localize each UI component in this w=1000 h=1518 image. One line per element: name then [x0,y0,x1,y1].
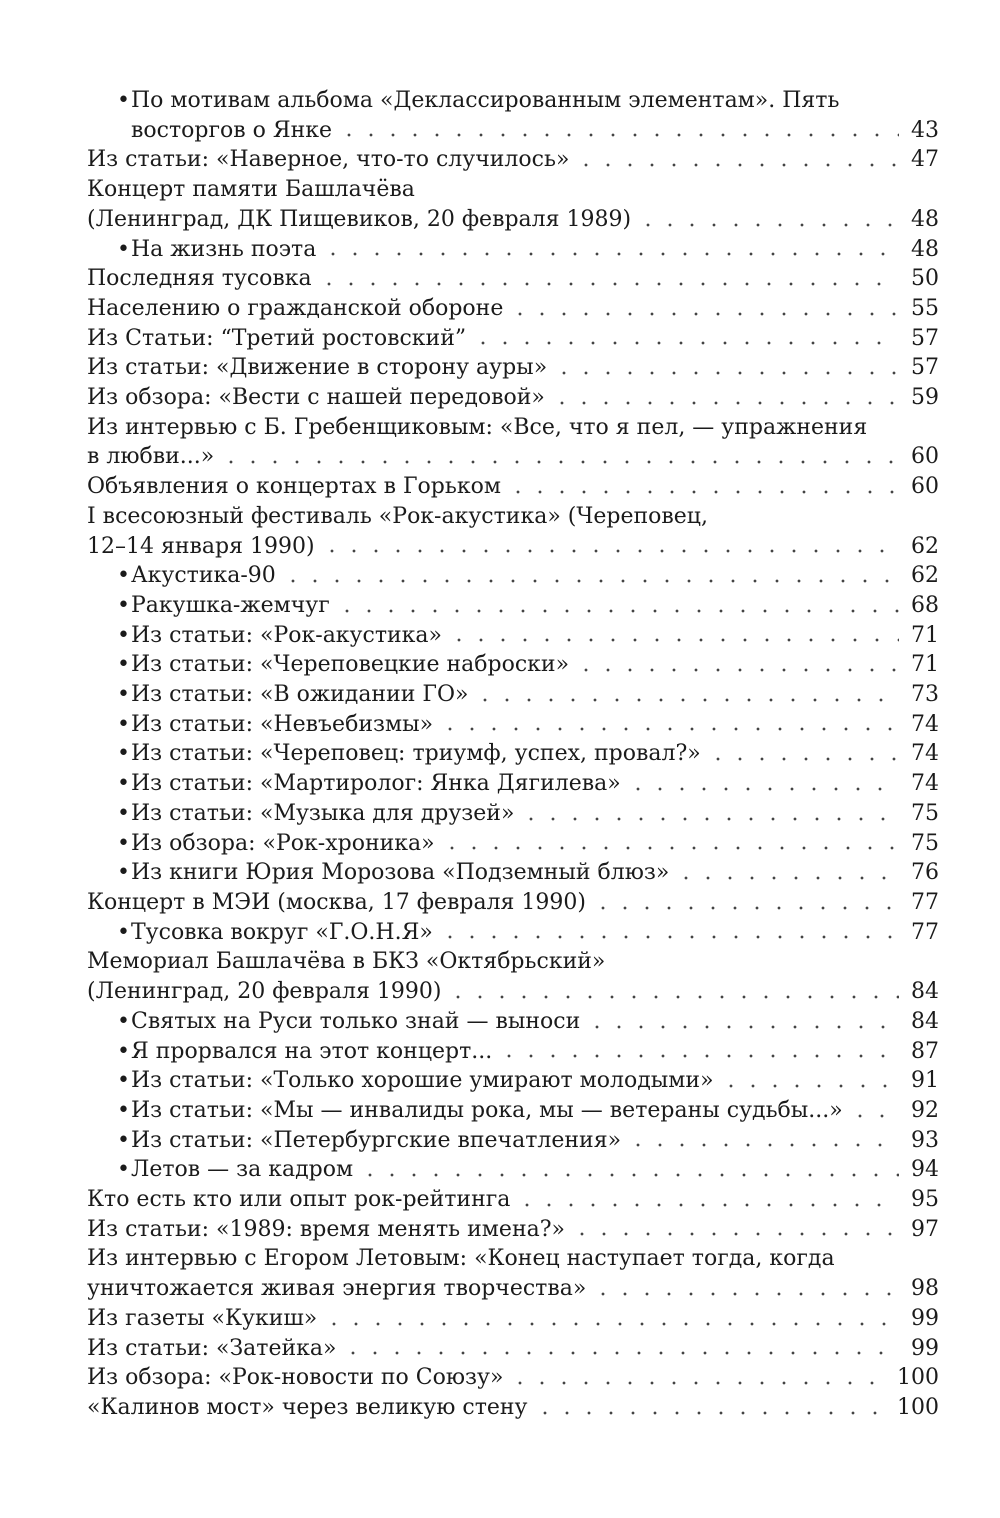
toc-entry-line [117,1007,939,1037]
toc-entry-title: Кто есть кто или опыт рок-рейтинга [87,1187,511,1213]
toc-entry-title: (Ленинград, 20 февраля 1990) [87,979,442,1005]
dot-leader [520,817,899,821]
dot-leader [707,757,899,761]
dot-leader [575,668,899,672]
page-number: 99 [911,1305,939,1331]
toc-entry-title: Из статьи: «Наверное, что-то случилось» [87,147,570,173]
toc-entry-title: На жизнь поэта [131,236,317,262]
toc-entry [87,383,939,413]
toc-entry-line [117,561,939,591]
toc-entry-title: Объявления о концертах в Горьком [87,474,501,500]
toc-entry-line [87,977,939,1007]
dot-leader [627,1143,899,1147]
page-number: 62 [911,533,939,559]
toc-entry-line [87,888,939,918]
page-number: 59 [911,385,939,411]
toc-entry-line [87,324,939,354]
dot-leader [338,133,899,137]
dot-leader [282,579,899,583]
toc-entry-title: Из газеты «Кукиш» [87,1305,318,1331]
bullet-icon: • [117,682,130,708]
bullet-icon: • [117,592,130,618]
toc-entry [87,175,939,234]
toc-entry [87,1096,939,1126]
toc-entry-title: Из статьи: «Затейка» [87,1335,337,1361]
toc-entry-line [117,710,939,740]
toc-entry-line [117,769,939,799]
dot-leader [441,846,899,850]
toc-entry [87,1215,939,1245]
toc-entry-title: уничтожается живая энергия творчества» [87,1276,587,1302]
toc-entry [87,650,939,680]
page-number: 75 [911,800,939,826]
toc-entry [87,710,939,740]
toc-entry-line [87,383,939,413]
dot-leader [516,1203,899,1207]
bullet-icon: • [117,1038,130,1064]
page-number: 99 [911,1335,939,1361]
page-number: 47 [911,147,939,173]
toc-entry [87,86,939,145]
dot-leader [318,282,899,286]
toc-entry-line [87,1304,939,1334]
toc-entry [87,769,939,799]
dot-leader [448,638,899,642]
toc-entry [87,145,939,175]
toc-entry-title: 12–14 января 1990) [87,533,315,559]
toc-entry-line [87,145,939,175]
page-number: 74 [911,711,939,737]
page-number: 71 [911,622,939,648]
toc-entry-title: Из статьи: «Невъебизмы» [131,711,434,737]
dot-leader [571,1232,899,1236]
toc-entry-title: Летов — за кадром [131,1157,354,1183]
dot-leader [627,787,899,791]
toc-entry-line [87,413,939,443]
bullet-icon: • [117,88,130,113]
toc-entry-title: Из статьи: «Мартиролог: Янка Дягилева» [131,771,621,797]
toc-entry-line [117,1096,939,1126]
table-of-contents [87,86,939,1423]
toc-entry-title: Из статьи: «Петербургские впечатления» [131,1127,622,1153]
toc-entry [87,918,939,948]
toc-entry-title: Из обзора: «Рок-хроника» [131,830,435,856]
toc-entry [87,799,939,829]
dot-leader [359,1173,899,1177]
page-number: 60 [911,444,939,470]
dot-leader [220,460,899,464]
page-number: 94 [911,1157,939,1183]
page-number: 68 [911,592,939,618]
toc-entry-title: Из обзора: «Рок-новости по Союзу» [87,1365,504,1391]
dot-leader [321,549,899,553]
page-number: 75 [911,830,939,856]
toc-entry-title: Ракушка-жемчуг [131,592,330,618]
page-number: 84 [911,1008,939,1034]
dot-leader [342,1351,899,1355]
toc-entry-line [87,442,939,472]
toc-entry [87,235,939,265]
bullet-icon: • [117,800,130,826]
page-number: 60 [911,474,939,500]
page-number: 84 [911,979,939,1005]
toc-entry [87,294,939,324]
page-number: 48 [911,236,939,262]
page-number: 57 [911,355,939,381]
bullet-icon: • [117,563,130,589]
dot-leader [439,935,899,939]
toc-entry-line [87,294,939,324]
dot-leader [336,609,899,613]
toc-entry-line [87,353,939,383]
dot-leader [507,490,899,494]
toc-entry [87,858,939,888]
toc-entry-line [87,1334,939,1364]
page-number: 77 [911,919,939,945]
toc-entry-line [117,650,939,680]
toc-entry-title: Концерт памяти Башлачёва [87,177,415,203]
dot-leader [472,341,899,345]
toc-entry [87,1007,939,1037]
toc-entry-title: Концерт в МЭИ (москва, 17 февраля 1990) [87,889,586,915]
toc-entry-title: Я прорвался на этот концерт... [131,1038,493,1064]
bullet-icon: • [117,652,130,678]
toc-entry [87,353,939,383]
page-number: 97 [911,1216,939,1242]
toc-entry [87,1185,939,1215]
dot-leader [509,1381,891,1385]
dot-leader [592,1292,899,1296]
dot-leader [553,371,899,375]
toc-entry [87,264,939,294]
page-number: 55 [911,295,939,321]
toc-entry-title: Из статьи: «Мы — инвалиды рока, мы — ветераны судьбы...» [131,1097,843,1123]
toc-entry [87,1334,939,1364]
toc-entry-title: I всесоюзный фестиваль «Рок-акустика» (Череповец, [87,503,708,529]
page-number: 73 [911,682,939,708]
dot-leader [534,1411,892,1415]
toc-entry [87,502,939,561]
toc-entry-line [117,799,939,829]
dot-leader [509,312,899,316]
toc-entry [87,561,939,591]
toc-entry-title: Из обзора: «Вести с нашей передовой» [87,385,545,411]
toc-entry-line [87,1244,939,1274]
dot-leader [637,223,899,227]
toc-entry [87,888,939,918]
toc-entry-line [87,1393,939,1423]
page-number: 100 [897,1365,939,1391]
page-number: 50 [911,266,939,292]
toc-entry [87,621,939,651]
toc-entry-line [117,1155,939,1185]
toc-entry-line [87,947,939,977]
dot-leader [586,1025,899,1029]
toc-entry [87,829,939,859]
toc-entry-title: Из статьи: «Череповец: триумф, успех, провал?» [131,741,701,767]
toc-entry [87,1037,939,1067]
toc-entry-title: Из интервью с Егором Летовым: «Конец наступает тогда, когда [87,1246,835,1272]
toc-entry-line [87,1185,939,1215]
toc-entry-line [117,1037,939,1067]
toc-entry-line [87,532,939,562]
bullet-icon: • [117,711,130,737]
toc-entry-line [117,829,939,859]
toc-entry-title: Из статьи: «1989: время менять имена?» [87,1216,565,1242]
dot-leader [447,995,899,999]
dot-leader [323,1322,899,1326]
bullet-icon: • [117,1068,130,1094]
toc-entry-title: Последняя тусовка [87,266,312,292]
toc-entry-line [117,680,939,710]
toc-entry [87,413,939,472]
page-number: 100 [897,1394,939,1420]
toc-entry-title: Населению о гражданской обороне [87,295,504,321]
toc-entry-line [87,1274,939,1304]
toc-entry [87,591,939,621]
toc-entry-title: восторгов о Янке [131,117,333,143]
page-number: 92 [911,1097,939,1123]
page-number: 57 [911,325,939,351]
dot-leader [849,1114,899,1118]
toc-entry [87,1244,939,1303]
dot-leader [474,698,899,702]
bullet-icon: • [117,1157,130,1183]
bullet-icon: • [117,771,130,797]
toc-entry-title: Из интервью с Б. Гребенщиковым: «Все, что я пел, — упражнения [87,414,868,440]
bullet-icon: • [117,1008,130,1034]
toc-entry-line [117,1126,939,1156]
page-number: 77 [911,889,939,915]
toc-entry-line [117,918,939,948]
page-number: 98 [911,1276,939,1302]
toc-entry [87,1393,939,1423]
toc-entry [87,680,939,710]
toc-entry [87,1066,939,1096]
toc-entry-title: Из статьи: «Движение в сторону ауры» [87,355,548,381]
bullet-icon: • [117,622,130,648]
page-number: 87 [911,1038,939,1064]
toc-entry-line [117,86,939,116]
toc-entry-line [87,1363,939,1393]
toc-entry-line [87,502,939,532]
toc-entry-title: Акустика-90 [131,563,276,589]
toc-entry-title: Мемориал Башлачёва в БКЗ «Октябрьский» [87,949,606,975]
dot-leader [592,906,899,910]
toc-entry-title: Из статьи: «В ожидании ГО» [131,682,469,708]
toc-entry-title: Тусовка вокруг «Г.О.Н.Я» [131,919,433,945]
toc-entry-line [117,858,939,888]
toc-entry [87,947,939,1006]
page-number: 62 [911,563,939,589]
toc-entry-line [87,472,939,502]
toc-entry-line [117,116,939,146]
bullet-icon: • [117,741,130,767]
toc-entry-title: Из статьи: «Музыка для друзей» [131,800,515,826]
toc-entry [87,1155,939,1185]
toc-entry-title: Из статьи: «Череповецкие наброски» [131,652,570,678]
bullet-icon: • [117,919,130,945]
toc-entry [87,739,939,769]
bullet-icon: • [117,1097,130,1123]
dot-leader [439,727,899,731]
page-number: 76 [911,860,939,886]
page-number: 95 [911,1187,939,1213]
bullet-icon: • [117,860,130,886]
dot-leader [575,163,899,167]
page-number: 93 [911,1127,939,1153]
toc-entry-title: в любви...» [87,444,215,470]
toc-entry-line [87,1215,939,1245]
toc-entry-line [117,621,939,651]
bullet-icon: • [117,236,130,262]
toc-entry [87,324,939,354]
toc-entry [87,1363,939,1393]
toc-entry [87,1304,939,1334]
dot-leader [551,401,899,405]
page-number: 43 [911,117,939,143]
bullet-icon: • [117,1127,130,1153]
toc-entry-title: По мотивам альбома «Деклассированным элементам». Пять [131,88,840,113]
toc-entry [87,472,939,502]
dot-leader [322,252,899,256]
page-number: 74 [911,771,939,797]
dot-leader [675,876,899,880]
toc-entry-line [117,235,939,265]
page-number: 48 [911,206,939,232]
toc-entry-line [117,591,939,621]
page-number: 74 [911,741,939,767]
page-number: 91 [911,1068,939,1094]
page-number: 71 [911,652,939,678]
dot-leader [498,1054,899,1058]
toc-entry-title: «Калинов мост» через великую стену [87,1394,528,1420]
toc-entry-line [87,205,939,235]
toc-entry-title: Святых на Руси только знай — выноси [131,1008,581,1034]
toc-entry-title: (Ленинград, ДК Пищевиков, 20 февраля 1989) [87,206,632,232]
toc-entry-line [87,175,939,205]
toc-entry-line [117,1066,939,1096]
dot-leader [720,1084,899,1088]
toc-entry-line [87,264,939,294]
bullet-icon: • [117,830,130,856]
toc-entry-title: Из Статьи: “Третий ростовский” [87,325,467,351]
toc-entry [87,1126,939,1156]
toc-entry-title: Из книги Юрия Морозова «Подземный блюз» [131,860,670,886]
toc-entry-title: Из статьи: «Только хорошие умирают молодыми» [131,1068,714,1094]
toc-entry-title: Из статьи: «Рок-акустика» [131,622,442,648]
toc-entry-line [117,739,939,769]
